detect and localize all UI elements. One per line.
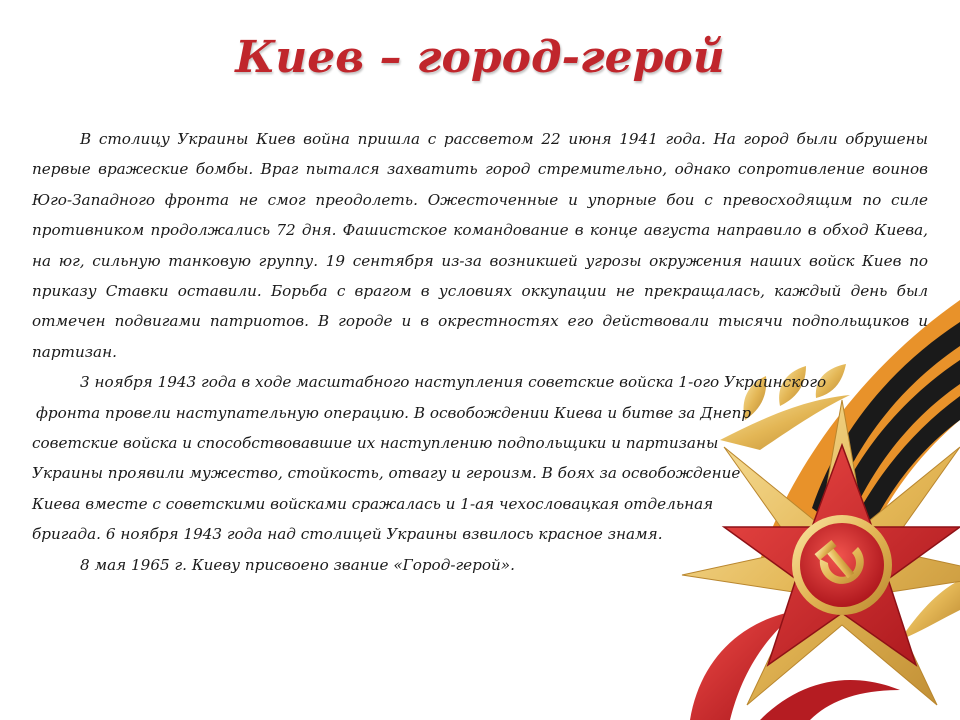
paragraph-liberation-line: советские войска и способствовавшие их наступлению подпольщики и партизаны bbox=[32, 434, 719, 453]
page-title: Киев – город-герой bbox=[235, 32, 725, 83]
paragraph-hero-city: 8 мая 1965 г. Киеву присвоено звание «Город-герой». bbox=[80, 555, 515, 574]
paragraph-liberation-line: фронта провели наступательную операцию. В освобождении Киева и битве за Днепр bbox=[36, 403, 752, 422]
paragraph-liberation-line: бригада. 6 ноября 1943 года над столицей Украины взвилось красное знамя. bbox=[32, 525, 663, 544]
paragraph-liberation-line: Украины проявили мужество, стойкость, отвагу и героизм. В боях за освобождение bbox=[32, 464, 741, 483]
paragraph-liberation-line: 3 ноября 1943 года в ходе масштабного наступления советские войска 1-ого Украинского bbox=[80, 373, 827, 392]
paragraph-liberation-line: Киева вместе с советскими войсками сражалась и 1-ая чехословацкая отдельная bbox=[32, 494, 714, 513]
article-body bbox=[32, 124, 928, 580]
paragraph-occupation: В столицу Украины Киев война пришла с рассветом 22 июня 1941 года. На город были обрушены первые вражеские бомбы. Враг пытался захватить город стремительно, однако сопротивление воинов Юго-Западного фронта не смог преодолеть. Ожесточенные и упорные бои с превосходящим по силе противником продолжались 72 дня. Фашистское командование в конце августа направило в обход Киева, на юг, сильную танковую группу. 19 сентября из-за возникшей угрозы окружения наших войск Киев по приказу Ставки оставили. Борьба с врагом в условиях оккупации не прекращалась, каждый день был отмечен подвигами патриотов. В городе и в окрестностях его действовали тысячи подпольщиков и партизан. bbox=[32, 130, 928, 361]
